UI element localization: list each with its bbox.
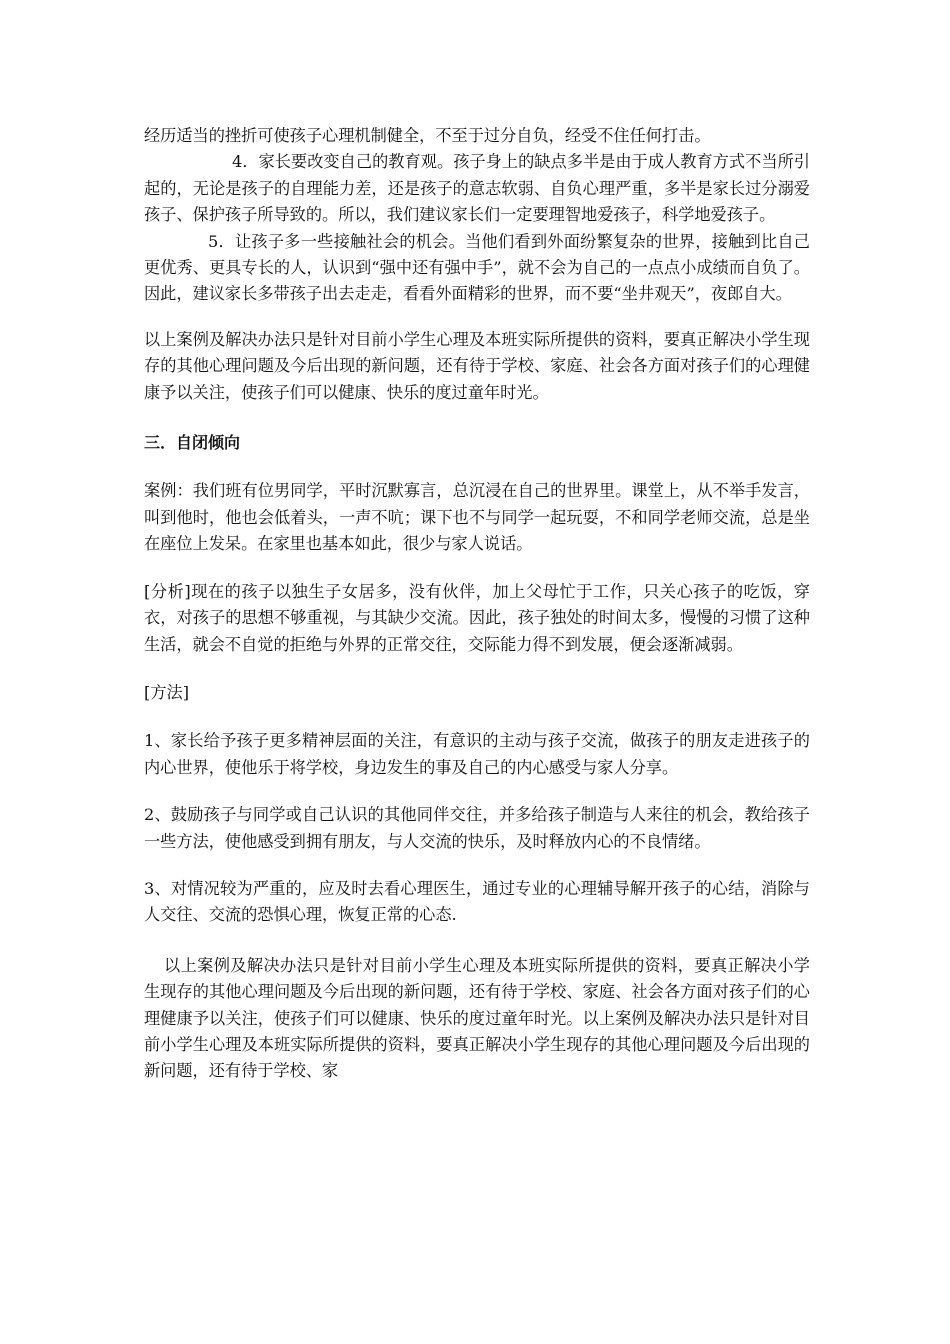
method-item-3: 3、对情况较为严重的，应及时去看心理医生，通过专业的心理辅导解开孩子的心结，消除与人交往、交流的恐惧心理，恢复正常的心态.: [144, 878, 810, 925]
paragraph-case: 案例：我们班有位男同学，平时沉默寡言，总沉浸在自己的世界里。课堂上，从不举手发言，叫到他时，他也会低着头，一声不吭；课下也不与同学一起玩耍，不和同学老师交流，总是坐在座位上发呆。在家里也基本如此，很少与家人说话。: [144, 481, 810, 554]
method-item-1: 1、家长给予孩子更多精神层面的关注，有意识的主动与孩子交流，做孩子的朋友走进孩子的内心世界，使他乐于将学校，身边发生的事及自己的内心感受与家人分享。: [144, 731, 810, 777]
paragraph-point-4: 4．家长要改变自己的教育观。孩子身上的缺点多半是由于成人教育方式不当所引起的，无论是孩子的自理能力差，还是孩子的意志软弱、自负心理严重，多半是家长过分溺爱孩子、保护孩子所导致的。所以，我们建议家长们一定要理智地爱孩子，科学地爱孩子。: [144, 152, 810, 225]
paragraph-point-5: 5．让孩子多一些接触社会的机会。当他们看到外面纷繁复杂的世界，接触到比自己更优秀、更具专长的人，认识到“强中还有强中手”，就不会为自己的一点点小成绩而自负了。因此，建议家长多带孩子出去走走，看看外面精彩的世界，而不要“坐井观天”，夜郎自大。: [144, 231, 810, 304]
document-page: [144, 123, 810, 1085]
section-heading: 三．自闭倾向: [144, 433, 241, 453]
paragraph-summary: 以上案例及解决办法只是针对目前小学生心理及本班实际所提供的资料，要真正解决小学生现存的其他心理问题及今后出现的新问题，还有待于学校、家庭、社会各方面对孩子们的心理健康予以关注，使孩子们可以健康、快乐的度过童年时光。: [144, 329, 810, 402]
paragraph-analysis: [分析]现在的孩子以独生子女居多，没有伙伴，加上父母忙于工作，只关心孩子的吃饭，穿衣，对孩子的思想不够重视，与其缺少交流。因此，孩子独处的时间太多，慢慢的习惯了这种生活，就会不自觉的拒绝与外界的正常交往，交际能力得不到发展，便会逐渐减弱。: [144, 581, 810, 654]
paragraph-closing: 以上案例及解决办法只是针对目前小学生心理及本班实际所提供的资料，要真正解决小学生现存的其他心理问题及今后出现的新问题，还有待于学校、家庭、社会各方面对孩子们的心理健康予以关注，使孩子们可以健康、快乐的度过童年时光。以上案例及解决办法只是针对目前小学生心理及本班实际所提供的资料，要真正解决小学生现存的其他心理问题及今后出现的新问题，还有待于学校、家: [144, 955, 810, 1081]
paragraph-continuation: 经历适当的挫折可使孩子心理机制健全，不至于过分自负，经受不住任何打击。: [144, 126, 711, 145]
method-label: [方法]: [144, 682, 190, 702]
method-item-2: 2、鼓励孩子与同学或自己认识的其他同伴交往，并多给孩子制造与人来往的机会，教给孩子一些方法，使他感受到拥有朋友，与人交流的快乐，及时释放内心的不良情绪。: [144, 805, 810, 851]
